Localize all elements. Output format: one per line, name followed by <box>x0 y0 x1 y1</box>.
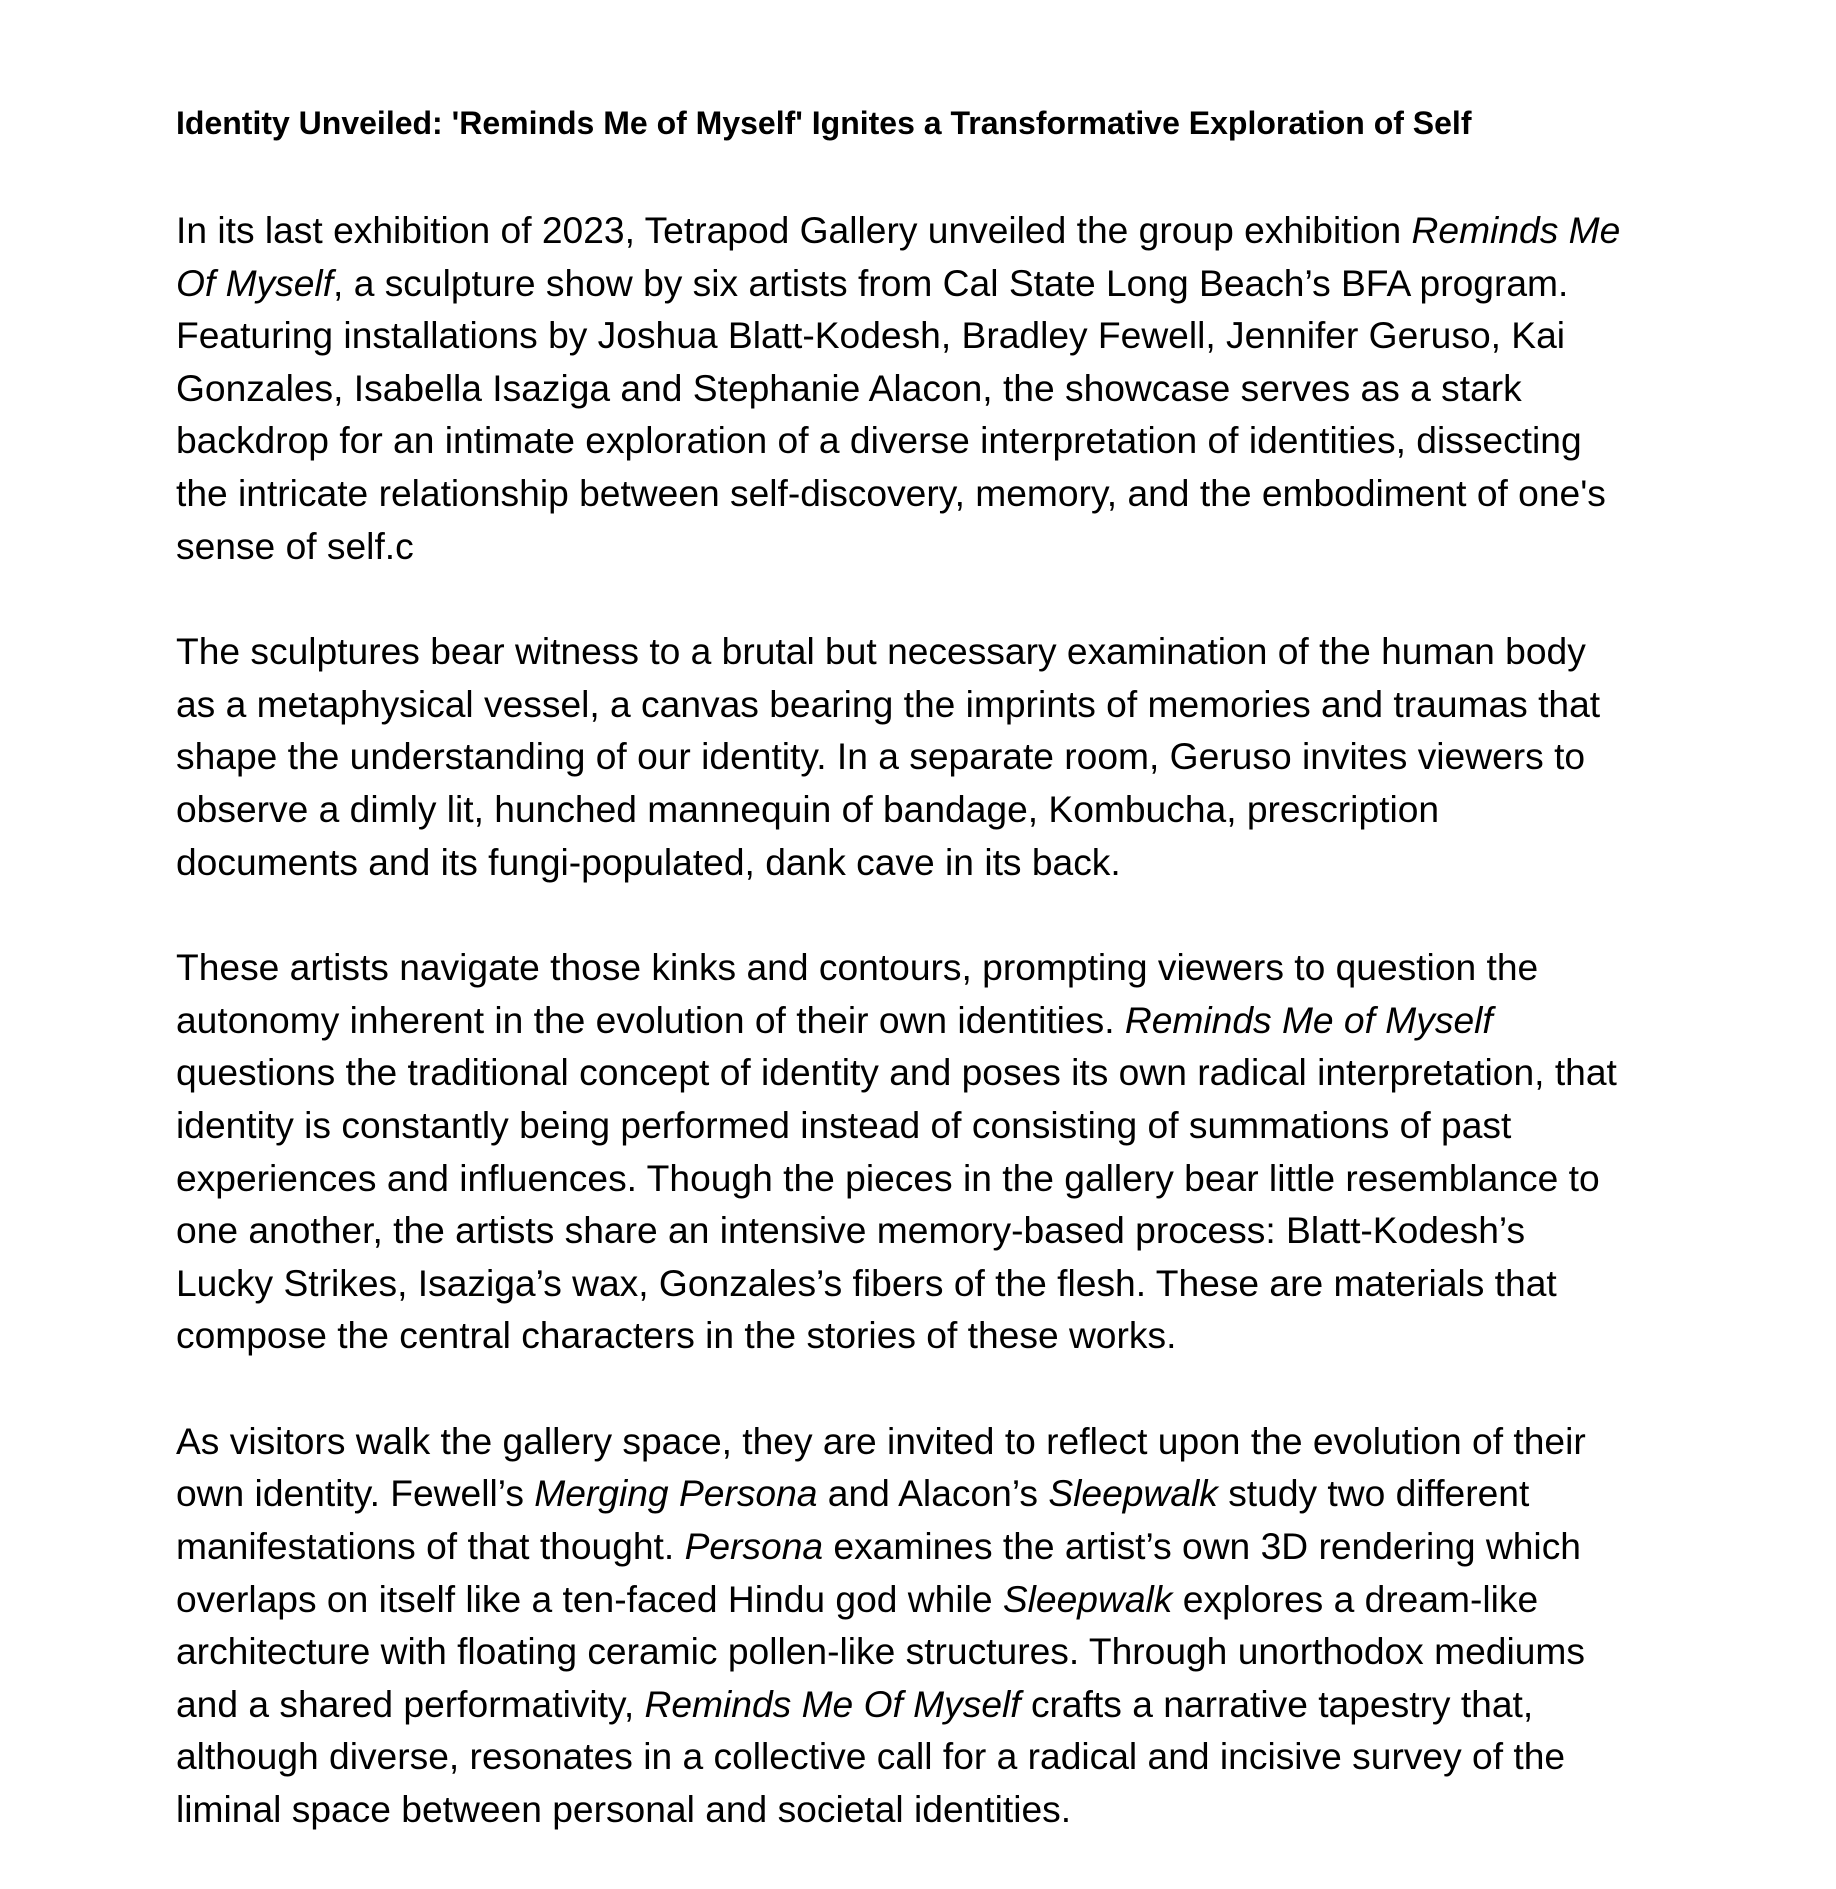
italic-title-text: Reminds Me Of Myself <box>644 1682 1021 1725</box>
text-line <box>176 1467 1736 1520</box>
text-line <box>176 1783 1736 1836</box>
text-line <box>176 678 1736 731</box>
text-run: Gonzales, Isabella Isaziga and Stephanie Alacon, the showcase serves as a stark <box>176 366 1522 409</box>
paragraph-2 <box>176 625 1736 888</box>
text-line <box>176 625 1736 678</box>
text-line <box>176 204 1736 257</box>
text-run: overlaps on itself like a ten-faced Hindu god while <box>176 1577 1003 1620</box>
text-line <box>176 362 1736 415</box>
text-line <box>176 730 1736 783</box>
text-line <box>176 994 1736 1047</box>
text-run: experiences and influences. Though the pieces in the gallery bear little resemblance to <box>176 1156 1600 1199</box>
text-run: the intricate relationship between self-discovery, memory, and the embodiment of one's <box>176 471 1606 514</box>
text-run: As visitors walk the gallery space, they are invited to reflect upon the evolution of their <box>176 1419 1586 1462</box>
text-run: sense of self.c <box>176 524 414 567</box>
text-run: examines the artist’s own 3D rendering which <box>823 1525 1581 1568</box>
text-line <box>176 309 1736 362</box>
text-run: study two different <box>1217 1472 1530 1515</box>
text-run: documents and its fungi-populated, dank cave in its back. <box>176 840 1121 883</box>
text-line <box>176 1730 1736 1783</box>
italic-title-text: Reminds Me of Myself <box>1124 998 1493 1041</box>
text-run: and Alacon’s <box>817 1472 1049 1515</box>
text-line <box>176 1309 1736 1362</box>
text-run: backdrop for an intimate exploration of a diverse interpretation of identities, dissecting <box>176 419 1582 462</box>
text-line <box>176 1678 1736 1731</box>
text-line <box>176 1520 1736 1573</box>
text-line <box>176 783 1736 836</box>
text-run: as a metaphysical vessel, a canvas bearing the imprints of memories and traumas that <box>176 682 1601 725</box>
text-run: explores a dream-like <box>1172 1577 1539 1620</box>
text-run: The sculptures bear witness to a brutal but necessary examination of the human body <box>176 630 1586 673</box>
text-run: manifestations of that thought. <box>176 1525 685 1568</box>
text-run: Featuring installations by Joshua Blatt-Kodesh, Bradley Fewell, Jennifer Geruso, Kai <box>176 314 1566 357</box>
text-run: identity is constantly being performed instead of consisting of summations of past <box>176 1103 1512 1146</box>
text-line <box>176 1152 1736 1205</box>
text-line <box>176 836 1736 889</box>
article-body <box>176 204 1736 1836</box>
text-run: These artists navigate those kinks and contours, prompting viewers to question the <box>176 946 1539 989</box>
text-line <box>176 520 1736 573</box>
text-run: autonomy inherent in the evolution of their own identities. <box>176 998 1125 1041</box>
text-line <box>176 467 1736 520</box>
text-line <box>176 1257 1736 1310</box>
paragraph-1 <box>176 204 1736 572</box>
text-line <box>176 1415 1736 1468</box>
text-run: crafts a narrative tapestry that, <box>1020 1682 1534 1725</box>
text-run: questions the traditional concept of identity and poses its own radical interpretation, that <box>176 1051 1617 1094</box>
text-run: one another, the artists share an intensive memory-based process: Blatt-Kodesh’s <box>176 1209 1526 1252</box>
text-line <box>176 257 1736 310</box>
text-run: although diverse, resonates in a collective call for a radical and incisive survey of the <box>176 1735 1566 1778</box>
text-line <box>176 941 1736 994</box>
text-line <box>176 414 1736 467</box>
paragraph-4 <box>176 1415 1736 1836</box>
italic-title-text: Sleepwalk <box>1048 1472 1218 1515</box>
italic-title-text: Merging Persona <box>534 1472 818 1515</box>
text-run: Lucky Strikes, Isaziga’s wax, Gonzales’s fibers of the flesh. These are materials that <box>176 1261 1557 1304</box>
article-title: Identity Unveiled: 'Reminds Me of Myself' Ignites a Transformative Exploration of Self <box>176 105 1472 141</box>
text-line <box>176 1573 1736 1626</box>
italic-title-text: Sleepwalk <box>1002 1577 1173 1620</box>
text-line <box>176 1625 1736 1678</box>
text-line <box>176 1046 1736 1099</box>
italic-title-text: Reminds Me <box>1411 209 1621 251</box>
text-run: , a sculpture show by six artists from Cal State Long Beach’s BFA program. <box>333 261 1569 304</box>
text-run: architecture with floating ceramic pollen-like structures. Through unorthodox mediums <box>176 1630 1585 1673</box>
text-run: shape the understanding of our identity. In a separate room, Geruso invites viewers to <box>176 735 1586 778</box>
text-run: own identity. Fewell’s <box>176 1472 535 1515</box>
document-page <box>176 98 1736 1889</box>
italic-title-text: Persona <box>684 1525 824 1568</box>
text-run: liminal space between personal and societal identities. <box>176 1788 1072 1831</box>
italic-title-text: Of Myself <box>176 261 334 304</box>
text-line <box>176 1204 1736 1257</box>
text-run: compose the central characters in the stories of these works. <box>176 1314 1177 1357</box>
text-line <box>176 1099 1736 1152</box>
text-run: and a shared performativity, <box>176 1682 645 1725</box>
text-run: In its last exhibition of 2023, Tetrapod Gallery unveiled the group exhibition <box>176 209 1412 251</box>
text-run: observe a dimly lit, hunched mannequin of bandage, Kombucha, prescription <box>176 787 1440 830</box>
paragraph-3 <box>176 941 1736 1362</box>
